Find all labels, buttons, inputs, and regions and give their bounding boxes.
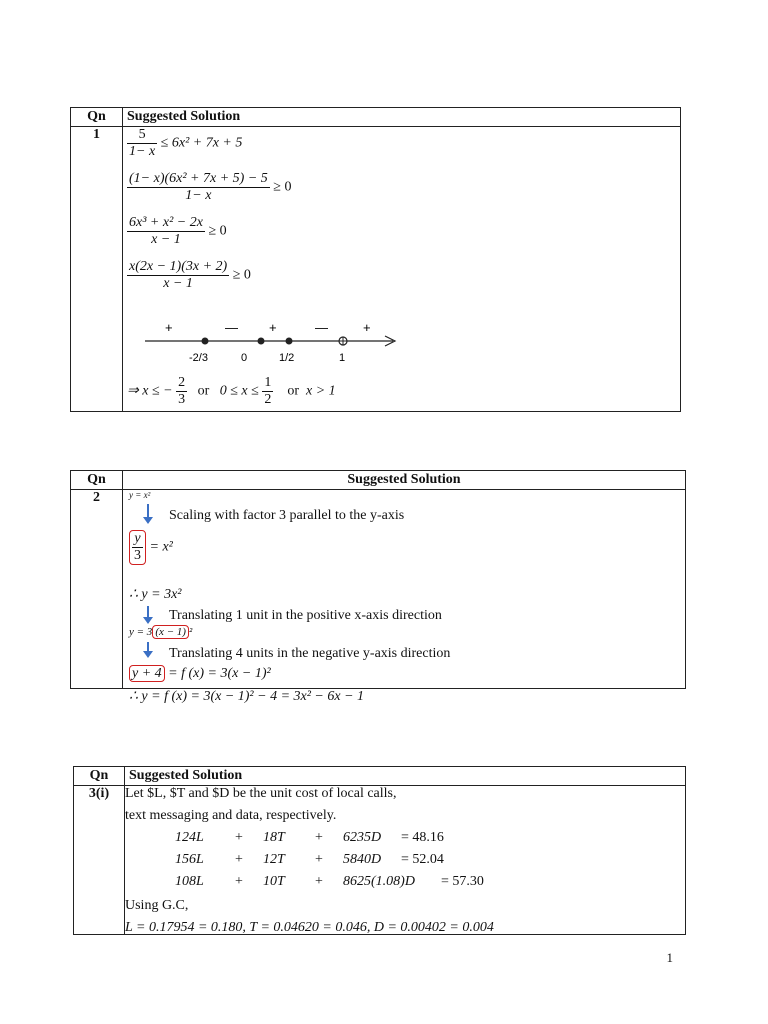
q2-transform3: Translating 4 units in the negative y-axis direction	[169, 646, 451, 661]
q2-line6: ∴ y = f (x) = 3(x − 1)² − 4 = 3x² − 6x − 1	[129, 689, 365, 704]
q1-step2: $\frac{\text{(1− x)(6x² + 7x + 5) − 5}}{1- x}$ ≥ 0	[129, 171, 292, 203]
q3-solution: Let $L, $T and $D be the unit cost of local calls, text messaging and data, respectively. 124L + 18T + 6235D = 48.16 156L + 12T + 5840D = 52.04 108L + 10T + 8625(1.08)D = 57.30 Using G.C, L = 0.17954 = 0.180, T = 0.04620 = 0.046, D = 0.00402 = 0.004	[125, 786, 686, 935]
point-one-half	[286, 338, 293, 345]
point-neg-two-thirds	[202, 338, 209, 345]
label-neg-two-thirds: -2/3	[189, 352, 208, 363]
red-highlight-box: (x − 1)	[152, 625, 189, 639]
q2-header-solution: Suggested Solution	[123, 471, 686, 490]
q1-header-qn: Qn	[71, 108, 123, 127]
q2-transform2: Translating 1 unit in the positive x-axis direction	[169, 608, 442, 623]
q2-line1: y = x²	[129, 490, 151, 500]
sign-1: +	[165, 320, 173, 335]
q2-transform1: Scaling with factor 3 parallel to the y-axis	[169, 508, 405, 523]
label-one: 1	[339, 352, 346, 363]
q2-solution	[123, 490, 686, 704]
arrow-down-icon	[147, 504, 149, 518]
q2-table	[70, 470, 686, 704]
q2-line3: ∴ y = 3x²	[129, 587, 182, 602]
q3-result: L = 0.17954 = 0.180, T = 0.04620 = 0.046, D = 0.00402 = 0.004	[125, 920, 494, 935]
q1-table	[70, 107, 681, 412]
q1-step3: $\frac{\text{6x³ + x² − 2x}}{x - 1}$ ≥ 0	[129, 215, 227, 247]
q1-solution	[123, 127, 681, 412]
q3-intro-line1: Let $L, $T and $D be the unit cost of local calls,	[125, 786, 397, 801]
q3-number: 3(i)	[74, 786, 125, 935]
q1-sign-diagram	[143, 313, 403, 363]
sign-2: —	[225, 320, 238, 335]
q1-answer: ⇒ x ≤ − $\frac{2}{3}$ or 0 ≤ x ≤ $\frac{1}{2}$ or x > 1	[127, 375, 336, 407]
red-highlight-box: $\frac{y}{3}$	[129, 530, 146, 565]
point-zero	[258, 338, 265, 345]
q1-step1: $\frac{5}{1- x}$ ≤ 6x² + 7x + 5	[129, 127, 243, 159]
q2-line5: y + 4 = f (x) = 3(x − 1)²	[129, 666, 271, 682]
sign-3: +	[269, 320, 277, 335]
q1-number: 1	[71, 127, 123, 412]
q3-header-solution: Suggested Solution	[125, 767, 686, 786]
q2-line4: y = 3 (x − 1) ²	[129, 626, 193, 638]
q3-table	[73, 766, 686, 935]
q2-line2: $\frac{y}{3}$ = x²	[129, 530, 173, 565]
q2-number: 2	[71, 490, 123, 689]
red-highlight-box: y + 4	[129, 665, 165, 682]
label-one-half: 1/2	[279, 352, 295, 363]
page-number: 1	[666, 950, 673, 965]
q3-gc-note: Using G.C,	[125, 898, 189, 913]
q2-header-qn: Qn	[71, 471, 123, 490]
q3-intro-line2: text messaging and data, respectively.	[125, 808, 337, 823]
q3-header-qn: Qn	[74, 767, 125, 786]
sign-5: +	[363, 320, 371, 335]
arrow-down-icon	[147, 606, 149, 618]
q1-header-solution: Suggested Solution	[123, 108, 681, 127]
label-zero: 0	[241, 352, 248, 363]
arrow-down-icon	[147, 642, 149, 652]
q1-step4: $\frac{x(2x - 1)(3x + 2)}{x - 1}$ ≥ 0	[129, 259, 251, 291]
sign-4: —	[315, 320, 328, 335]
